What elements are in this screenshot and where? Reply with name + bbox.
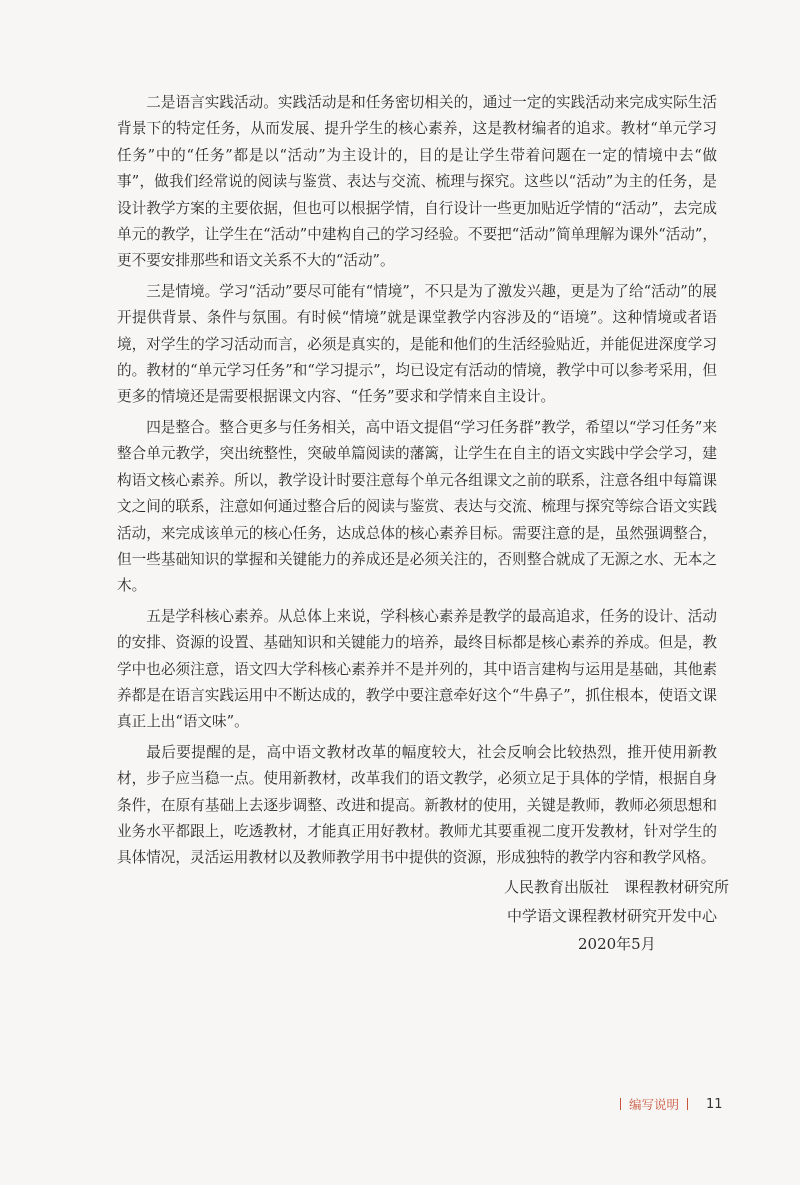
paragraph-core-literacy: 五是学科核心素养。从总体上来说，学科核心素养是教学的最高追求，任务的设计、活动的安排、资源的设置、基础知识和关键能力的培养，最终目标都是核心素养的养成。但是，教学中也必须注意，语文四大学科核心素养并不是并列的，其中语言建构与运用是基础，其他素养都是在语言实践运用中不断达成的，教学中要注意牵好这个“牛鼻子”，抓住根本，使语文课真正上出“语文味”。 bbox=[117, 607, 717, 731]
paragraph-context: 三是情境。学习“活动”要尽可能有“情境”，不只是为了激发兴趣，更是为了给“活动”的展开提供背景、条件与氛围。有时候“情境”就是课堂教学内容涉及的“语境”。这种情境或者语境，对学生的学习活动而言，必须是真实的，是能和他们的生活经验贴近，并能促进深度学习的。教材的“单元学习任务”和“学习提示”，均已设定有活动的情境，教学中可以参考采用，但更多的情境还是需要根据课文内容、“任务”要求和学情来自主设计。 bbox=[117, 282, 717, 406]
signature-date: 2020年5月 bbox=[578, 935, 656, 953]
body-text bbox=[117, 90, 717, 876]
paragraph-integration: 四是整合。整合更多与任务相关，高中语文提倡“学习任务群”教学，希望以“学习任务”来整合单元教学，突出统整性，突破单篇阅读的藩篱，让学生在自主的语文实践中学会学习，建构语文核心素养。所以，教学设计时要注意每个单元各组课文之前的联系，注意各组中每篇课文之间的联系，注意如何通过整合后的阅读与鉴赏、表达与交流、梳理与探究等综合语文实践活动，来完成该单元的核心任务，达成总体的核心素养目标。需要注意的是，虽然强调整合，但一些基础知识的掌握和关键能力的养成还是必须关注的，否则整合就成了无源之水、无本之木。 bbox=[117, 418, 717, 595]
signature-publisher: 人民教育出版社 课程教材研究所 bbox=[504, 878, 730, 896]
page-number: 11 bbox=[706, 1096, 723, 1112]
footer-section-title: 编写说明 bbox=[629, 1097, 680, 1112]
page-footer bbox=[612, 1093, 723, 1115]
paragraph-language-practice: 二是语言实践活动。实践活动是和任务密切相关的，通过一定的实践活动来完成实际生活背景下的特定任务，从而发展、提升学生的核心素养，这是教材编者的追求。教材“单元学习任务”中的“任务”都是以“活动”为主设计的，目的是让学生带着问题在一定的情境中去“做事”，做我们经常说的阅读与鉴赏、表达与交流、梳理与探究。这些以“活动”为主的任务，是设计教学方案的主要依据，但也可以根据学情，自行设计一些更加贴近学情的“活动”，去完成单元的教学，让学生在“活动”中建构自己的学习经验。不要把“活动”简单理解为课外“活动”，更不要安排那些和语文关系不大的“活动”。 bbox=[117, 94, 717, 270]
footer-divider-right bbox=[687, 1098, 688, 1110]
signature-block bbox=[470, 873, 770, 959]
paragraph-final-reminder: 最后要提醒的是，高中语文教材改革的幅度较大，社会反响会比较热烈，推开使用新教材，步子应当稳一点。使用新教材，改革我们的语文教学，必须立足于具体的学情，根据自身条件，在原有基础上去逐步调整、改进和提高。新教材的使用，关键是教师，教师必须思想和业务水平都跟上，吃透教材，才能真正用好教材。教师尤其要重视二度开发教材，针对学生的具体情况，灵活运用教材以及教师教学用书中提供的资源，形成独特的教学内容和教学风格。 bbox=[117, 743, 717, 867]
footer-divider-left bbox=[620, 1098, 621, 1110]
signature-center: 中学语文课程教材研究开发中心 bbox=[507, 906, 718, 925]
